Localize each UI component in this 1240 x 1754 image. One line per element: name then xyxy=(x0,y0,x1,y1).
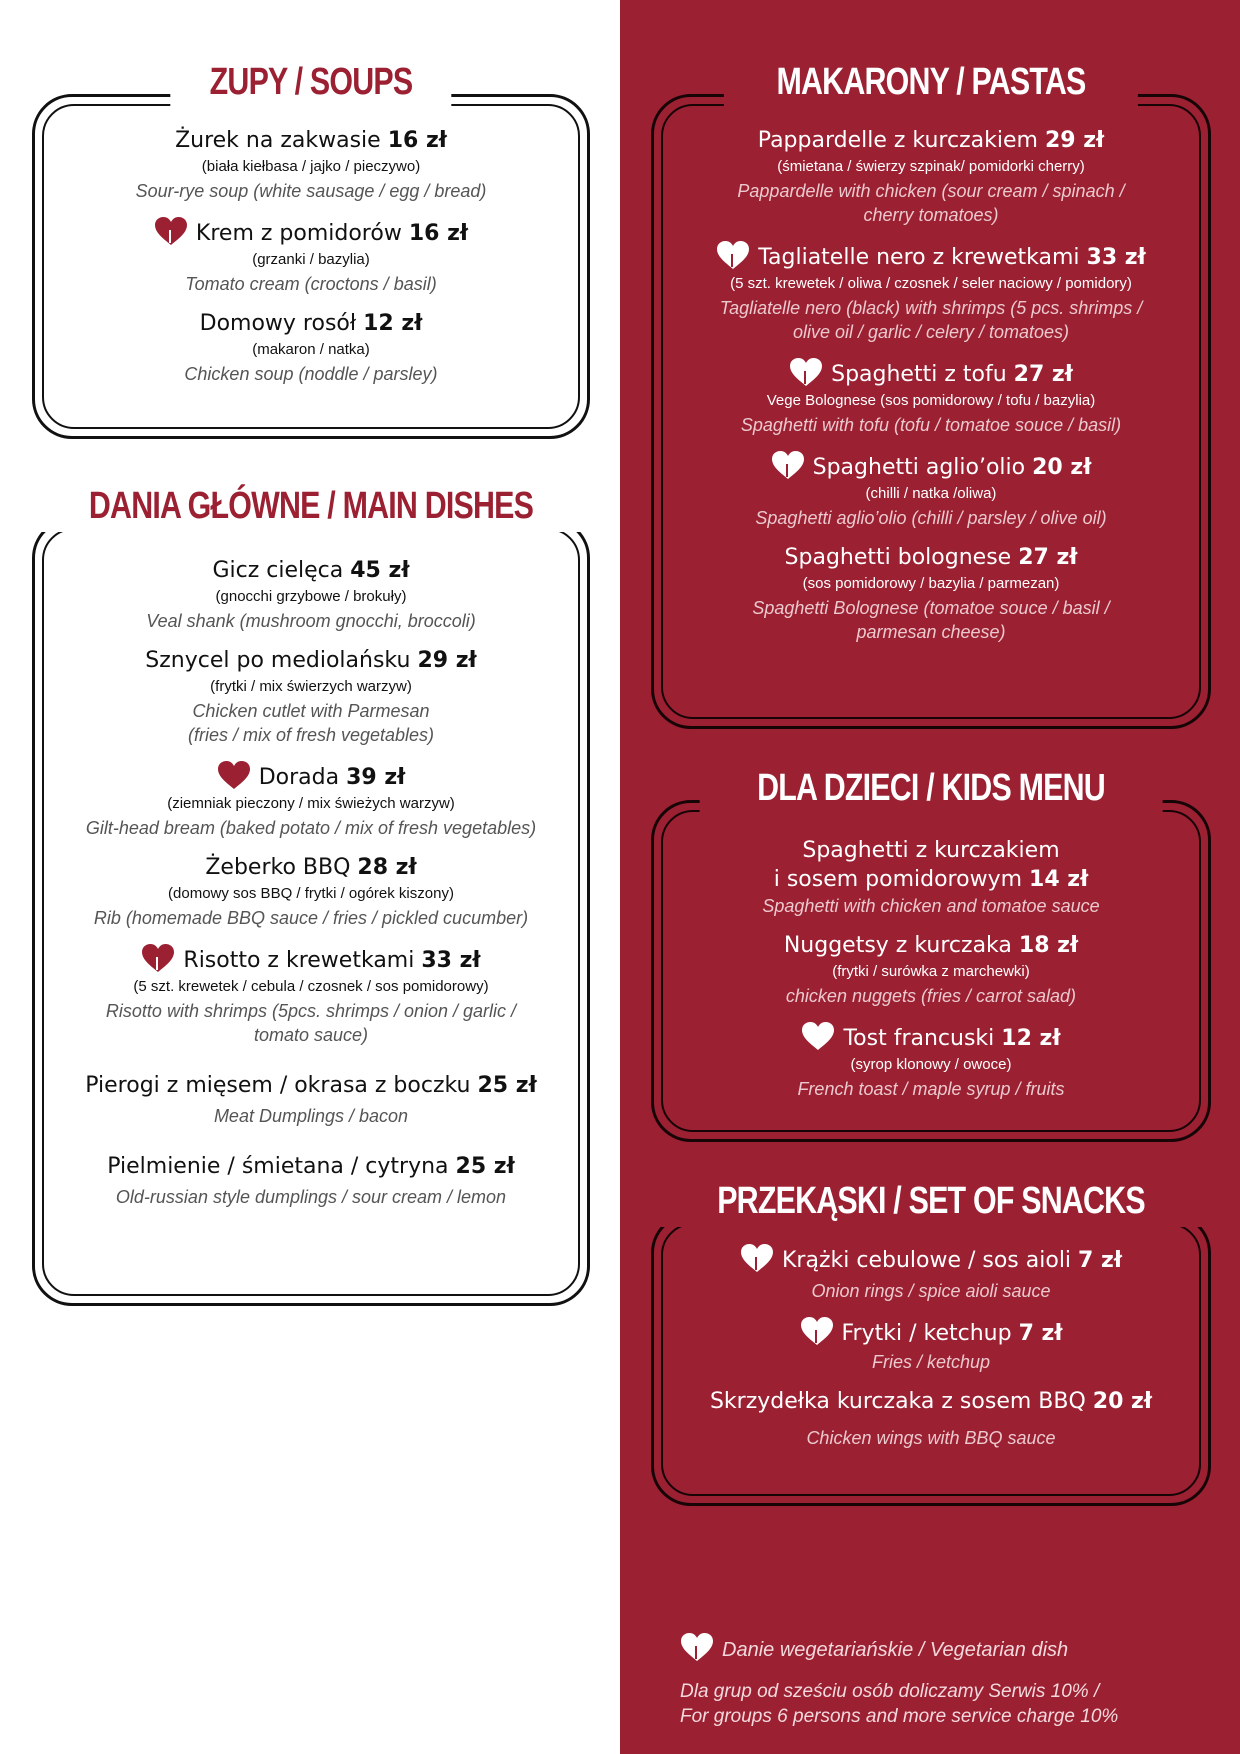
menu-item xyxy=(32,1152,590,1209)
menu-item xyxy=(651,240,1211,344)
dish-english: Spaghetti aglio’olio (chilli / parsley / olive oil) xyxy=(755,508,1107,528)
dish-price: 7 zł xyxy=(1018,1321,1063,1346)
dish-price: 14 zł xyxy=(1029,867,1089,892)
dish-english-line2: tomato sauce) xyxy=(253,1025,369,1045)
dish-name: Tagliatelle nero z krewetkami xyxy=(758,245,1080,270)
dish-price: 39 zł xyxy=(346,765,406,790)
dish-ingredients: (syrop klonowy / owoce) xyxy=(850,1056,1012,1073)
vegetarian-heart-icon xyxy=(141,943,175,973)
menu-items xyxy=(651,1243,1211,1463)
dish-english: Chicken soup (noddle / parsley) xyxy=(184,364,438,384)
dish-ingredients: (5 szt. krewetek / oliwa / czosnek / seler naciowy / pomidory) xyxy=(730,275,1132,292)
dish-name: Krem z pomidorów xyxy=(195,221,402,246)
dish-english-line2: olive oil / garlic / celery / tomatoes) xyxy=(792,322,1070,342)
dish-english: Onion rings / spice aioli sauce xyxy=(811,1281,1051,1301)
dish-price: 29 zł xyxy=(1044,128,1105,153)
section-title: PRZEKĄSKI / SET OF SNACKS xyxy=(650,1175,1213,1227)
dish-name-line2: i sosem pomidorowym xyxy=(773,867,1023,892)
dish-ingredients: (sos pomidorowy / bazylia / parmezan) xyxy=(802,575,1060,592)
menu-items xyxy=(651,126,1211,657)
dish-price: 27 zł xyxy=(1013,362,1073,387)
vegetarian-heart-icon xyxy=(740,1243,774,1273)
dish-price: 16 zł xyxy=(408,221,469,246)
menu-item xyxy=(651,543,1211,644)
dish-name: Żeberko BBQ xyxy=(205,855,351,880)
menu-items xyxy=(32,126,590,399)
vegetarian-heart-icon xyxy=(789,357,823,387)
dish-price: 18 zł xyxy=(1018,933,1079,958)
dish-name: Skrzydełka kurczaka z sosem BBQ xyxy=(709,1389,1086,1414)
dish-english: Spaghetti Bolognese (tomatoe souce / basil / xyxy=(752,598,1110,618)
dish-english: Chicken wings with BBQ sauce xyxy=(806,1428,1056,1448)
dish-english: Rib (homemade BBQ sauce / fries / pickled cucumber) xyxy=(93,908,529,928)
menu-item xyxy=(32,943,590,1047)
pastas-section xyxy=(651,61,1211,729)
menu-items xyxy=(32,556,590,1222)
dish-name: Krążki cebulowe / sos aioli xyxy=(782,1248,1072,1273)
dish-english: Sour-rye soup (white sausage / egg / bread) xyxy=(135,181,487,201)
vegetarian-heart-icon xyxy=(771,450,805,480)
snacks-section xyxy=(651,1180,1211,1506)
service-note-en: For groups 6 persons and more service charge 10% xyxy=(680,1706,1119,1727)
dish-ingredients: (frytki / surówka z marchewki) xyxy=(832,963,1030,980)
dish-price: 29 zł xyxy=(417,648,477,673)
menu-item xyxy=(651,836,1211,918)
menu-item xyxy=(651,1021,1211,1101)
dish-name: Spaghetti z kurczakiem xyxy=(802,838,1060,863)
dish-english: Tagliatelle nero (black) with shrimps (5 pcs. shrimps / xyxy=(719,298,1143,318)
dish-ingredients: (śmietana / świerzy szpinak/ pomidorki cherry) xyxy=(777,158,1085,175)
menu-item xyxy=(32,646,590,747)
menu-item xyxy=(32,853,590,930)
dish-english: Risotto with shrimps (5pcs. shrimps / onion / garlic / xyxy=(105,1001,517,1021)
dish-name: Nuggetsy z kurczaka xyxy=(783,933,1012,958)
menu-item xyxy=(651,931,1211,1008)
dish-price: 16 zł xyxy=(387,128,447,153)
dish-name: Frytki / ketchup xyxy=(841,1321,1012,1346)
dish-price: 33 zł xyxy=(421,948,481,973)
legend-text: Danie wegetariańskie / Vegetarian dish xyxy=(722,1639,1069,1661)
dish-english: French toast / maple syrup / fruits xyxy=(797,1079,1065,1099)
menu-item xyxy=(651,126,1211,227)
vegetarian-heart-icon xyxy=(217,760,251,790)
dish-name: Gicz cielęca xyxy=(212,558,344,583)
menu-item xyxy=(32,126,590,203)
dish-ingredients: (domowy sos BBQ / frytki / ogórek kiszony) xyxy=(168,885,454,902)
dish-price: 25 zł xyxy=(477,1073,537,1098)
dish-price: 20 zł xyxy=(1032,455,1092,480)
dish-name: Dorada xyxy=(258,765,340,790)
dish-name: Tost francuski xyxy=(843,1026,995,1051)
dish-english: Fries / ketchup xyxy=(871,1352,991,1372)
dish-english: Spaghetti with tofu (tofu / tomatoe souce / basil) xyxy=(740,415,1122,435)
dish-name: Spaghetti bolognese xyxy=(784,545,1012,570)
dish-english: Chicken cutlet with Parmesan xyxy=(192,701,430,721)
dish-name: Pierogi z mięsem / okrasa z boczku xyxy=(85,1073,471,1098)
dish-price: 33 zł xyxy=(1086,245,1146,270)
menu-item xyxy=(651,450,1211,530)
dish-name: Żurek na zakwasie xyxy=(175,128,381,153)
dish-price: 12 zł xyxy=(1001,1026,1061,1051)
vegetarian-legend xyxy=(680,1632,1220,1667)
dish-english: Veal shank (mushroom gnocchi, broccoli) xyxy=(146,611,476,631)
dish-ingredients: (biała kiełbasa / jajko / pieczywo) xyxy=(201,158,421,175)
dish-ingredients: (5 szt. krewetek / cebula / czosnek / sos pomidorowy) xyxy=(133,978,489,995)
menu-items xyxy=(651,836,1211,1114)
service-note-pl: Dla grup od sześciu osób doliczamy Serwis 10% / xyxy=(680,1681,1100,1702)
dish-name: Risotto z krewetkami xyxy=(183,948,415,973)
dish-english: Spaghetti with chicken and tomatoe sauce xyxy=(762,896,1100,916)
dish-english-line2: cherry tomatoes) xyxy=(863,205,999,225)
menu-footer xyxy=(680,1632,1220,1729)
dish-price: 28 zł xyxy=(357,855,417,880)
vegetarian-heart-icon xyxy=(680,1632,714,1662)
main-dishes-section xyxy=(32,485,590,1306)
service-charge-note xyxy=(680,1679,1220,1729)
dish-name: Pielmienie / śmietana / cytryna xyxy=(107,1154,449,1179)
dish-english: chicken nuggets (fries / carrot salad) xyxy=(785,986,1077,1006)
menu-item xyxy=(651,1316,1211,1374)
dish-ingredients: (ziemniak pieczony / mix świeżych warzyw) xyxy=(167,795,455,812)
section-title: MAKARONY / PASTAS xyxy=(724,56,1138,108)
dish-name: Spaghetti aglio’olio xyxy=(812,455,1026,480)
dish-price: 27 zł xyxy=(1018,545,1078,570)
dish-ingredients: (grzanki / bazylia) xyxy=(252,251,370,268)
dish-ingredients: (gnocchi grzybowe / brokuły) xyxy=(215,588,407,605)
vegetarian-heart-icon xyxy=(716,240,750,270)
dish-ingredients: (makaron / natka) xyxy=(252,341,370,358)
kids-menu-section xyxy=(651,767,1211,1142)
vegetarian-heart-icon xyxy=(154,216,188,246)
dish-name: Pappardelle z kurczakiem xyxy=(757,128,1038,153)
vegetarian-heart-icon xyxy=(800,1316,834,1346)
section-title: DLA DZIECI / KIDS MENU xyxy=(700,762,1163,814)
dish-ingredients: Vege Bolognese (sos pomidorowy / tofu / bazylia) xyxy=(766,392,1096,409)
dish-english: Gilt-head bream (baked potato / mix of fresh vegetables) xyxy=(85,818,537,838)
dish-price: 12 zł xyxy=(363,311,423,336)
menu-item xyxy=(651,1387,1211,1450)
dish-name: Domowy rosół xyxy=(199,311,357,336)
menu-item xyxy=(32,1071,590,1128)
section-title: DANIA GŁÓWNE / MAIN DISHES xyxy=(19,480,602,532)
menu-item xyxy=(32,760,590,840)
dish-english: Tomato cream (croctons / basil) xyxy=(185,274,437,294)
dish-price: 45 zł xyxy=(350,558,410,583)
menu-item xyxy=(32,216,590,296)
vegetarian-heart-icon xyxy=(801,1021,835,1051)
dish-english-line2: parmesan cheese) xyxy=(856,622,1006,642)
dish-name: Spaghetti z tofu xyxy=(831,362,1007,387)
dish-english: Pappardelle with chicken (sour cream / spinach / xyxy=(737,181,1125,201)
dish-price: 7 zł xyxy=(1078,1248,1122,1273)
dish-english-line2: (fries / mix of fresh vegetables) xyxy=(187,725,435,745)
menu-item xyxy=(32,556,590,633)
dish-price: 20 zł xyxy=(1092,1389,1153,1414)
menu-item xyxy=(651,357,1211,437)
menu-item xyxy=(651,1243,1211,1303)
soups-section xyxy=(32,61,590,439)
dish-ingredients: (frytki / mix świerzych warzyw) xyxy=(210,678,412,695)
dish-english: Old-russian style dumplings / sour cream / lemon xyxy=(115,1187,507,1207)
section-title: ZUPY / SOUPS xyxy=(170,56,451,108)
dish-name: Sznycel po mediolańsku xyxy=(145,648,411,673)
menu-item xyxy=(32,309,590,386)
dish-ingredients: (chilli / natka /oliwa) xyxy=(865,485,997,502)
dish-price: 25 zł xyxy=(455,1154,515,1179)
dish-english: Meat Dumplings / bacon xyxy=(213,1106,409,1126)
